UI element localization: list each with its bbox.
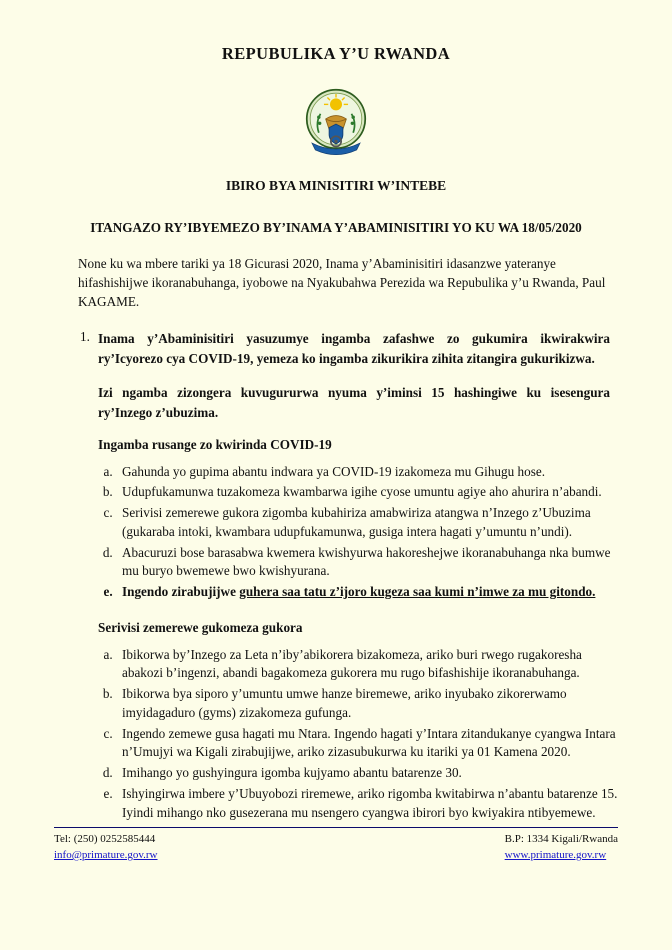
footer-po-box: B.P: 1334 Kigali/Rwanda — [504, 833, 618, 846]
item1-paragraph-1: Inama y’Abaminisitiri yasuzumye ingamba zafashwe zo gukumira ikwirakwira ry’Icyorezo cya COVID-19, yemeza ko ingamba zikurikira zihita zitangira gukurikizwa. — [98, 331, 610, 367]
item1-paragraph-2: Izi ngamba zizongera kuvugururwa nyuma y’iminsi 15 hashingiwe ku isesengura ry’Inzego z’ubuzima. — [98, 385, 610, 420]
emblem-container — [54, 76, 618, 162]
list-item: b. Ibikorwa bya siporo y’umuntu umwe hanze biremewe, ariko inyubako zikorerwamo imyidagaduro (gyms) zizakomeza gufunga. — [116, 685, 618, 722]
list-item: c. Ingendo zemewe gusa hagati mu Ntara. Ingendo hagati y’Intara zitandukanye cyangwa Intara n’Umujyi wa Kigali zirabujijwe, ariko zizasubukurwa ku itariki ya 01 Kamena 2020. — [116, 725, 618, 762]
list-item: c. Serivisi zemerewe gukora zigomba kubahiriza amabwiriza atangwa n’Inzego z’Ubuzima (gukaraba intoki, kwambara udupfukamunwa, gusiga intera hagati y’umuntu n’undi). — [116, 504, 618, 541]
item-body — [98, 329, 610, 422]
list-item — [116, 583, 618, 602]
section-1-title: Ingamba rusange zo kwirinda COVID-19 — [98, 436, 332, 452]
list-item: d. Abacuruzi bose barasabwa kwemera kwishyurwa hakoreshejwe ikoranabuhanga nka bumwe mu buryo bwemewe bwo kwishyurana. — [116, 544, 618, 581]
footer-email-link[interactable]: info@primature.gov.rw — [54, 849, 158, 862]
section-2-list — [54, 646, 618, 823]
page-footer — [54, 827, 618, 864]
page-title: REPUBULIKA Y’U RWANDA — [221, 44, 451, 63]
footer-telephone: Tel: (250) 0252585444 — [54, 833, 156, 846]
list-item: a. Ibikorwa by’Inzego za Leta n’iby’abikorera bizakomeza, ariko buri rwego rugakoresha abakozi b’ingenzi, abandi bagakomeza gukorera mu rugo bifashishije ikoranabuhanga. — [116, 646, 618, 683]
list-item: d. Imihango yo gushyingura igomba kujyamo abantu batarenze 30. — [116, 764, 618, 783]
footer-right — [505, 832, 618, 864]
list-item: e. Ishyingirwa imbere y’Ubuyobozi riremewe, ariko rigomba kwitabirwa n’abantu batarenze 15. Iyindi mihango nko gusezerana mu nsengero cyangwa ibirori byo kwiyakira ntibyemewe. — [116, 785, 618, 822]
footer-left — [54, 832, 158, 864]
intro-paragraph: None ku wa mbere tariki ya 18 Gicurasi 2020, Inama y’Abaminisitiri idasanzwe yateranye hifashishijwe ikoranabuhanga, iyobowe na Nyakubahwa Perezida wa Repubulika y’u Rwanda, Paul KAGAME. — [78, 256, 606, 310]
document-heading: ITANGAZO RY’IBYEMEZO BY’INAMA Y’ABAMINISITIRI YO KU WA 18/05/2020 — [90, 220, 582, 235]
numbered-item-1 — [54, 329, 618, 422]
footer-website-link[interactable]: www.primature.gov.rw — [504, 849, 607, 862]
office-name: IBIRO BYA MINISITIRI W’INTEBE — [225, 178, 447, 193]
list-item-underlined-text: guhera saa tatu z’ijoro kugeza saa kumi n’imwe za mu gitondo. — [239, 584, 596, 600]
section-1-list — [54, 463, 618, 602]
list-item: a. Gahunda yo gupima abantu indwara ya COVID-19 izakomeza mu Gihugu hose. — [116, 463, 618, 482]
item-number: 1. — [80, 329, 90, 345]
list-item-text: Ingendo zirabujijwe — [122, 584, 240, 600]
rwanda-coat-of-arms-icon — [293, 76, 379, 162]
section-2-title: Serivisi zemerewe gukomeza gukora — [98, 619, 303, 635]
list-item: b. Udupfukamunwa tuzakomeza kwambarwa igihe cyose umuntu agiye aho ahurira n’abandi. — [116, 483, 618, 502]
